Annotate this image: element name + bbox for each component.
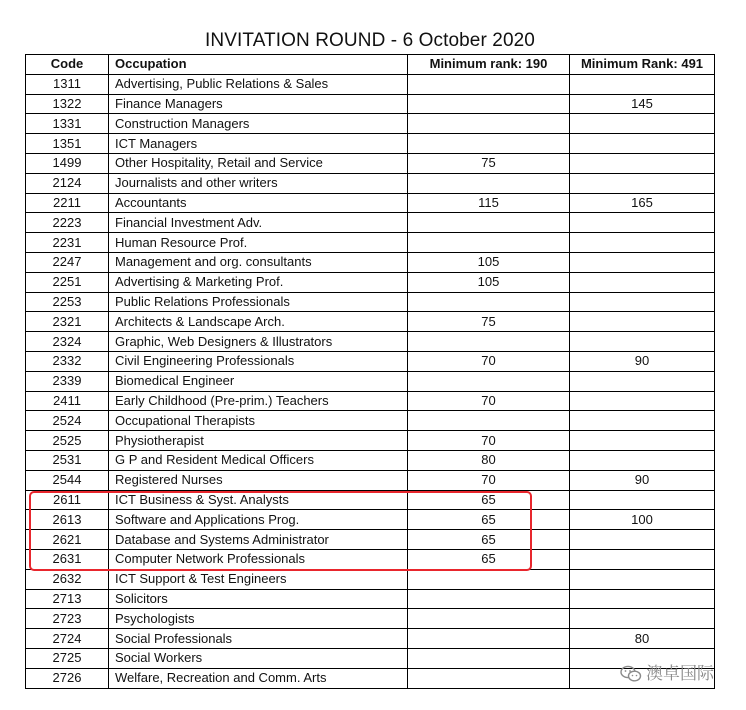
cell-rank-190	[408, 233, 570, 253]
cell-occupation: Graphic, Web Designers & Illustrators	[109, 332, 408, 352]
cell-occupation: Other Hospitality, Retail and Service	[109, 153, 408, 173]
cell-occupation: Computer Network Professionals	[109, 549, 408, 569]
cell-rank-491	[570, 609, 715, 629]
cell-code: 2621	[26, 530, 109, 550]
table-row	[26, 371, 715, 391]
table-row	[26, 530, 715, 550]
column-header-occupation: Occupation	[109, 55, 408, 75]
cell-rank-190: 70	[408, 470, 570, 490]
cell-code: 1499	[26, 153, 109, 173]
cell-rank-491: 145	[570, 94, 715, 114]
cell-occupation: Software and Applications Prog.	[109, 510, 408, 530]
cell-code: 1311	[26, 74, 109, 94]
cell-occupation: Early Childhood (Pre-prim.) Teachers	[109, 391, 408, 411]
cell-code: 2724	[26, 629, 109, 649]
wechat-icon	[620, 665, 642, 683]
table-row	[26, 173, 715, 193]
cell-rank-190	[408, 629, 570, 649]
cell-rank-491	[570, 233, 715, 253]
cell-occupation: Biomedical Engineer	[109, 371, 408, 391]
table-row	[26, 213, 715, 233]
cell-occupation: ICT Managers	[109, 134, 408, 154]
cell-rank-491	[570, 490, 715, 510]
table-row	[26, 470, 715, 490]
table-row	[26, 312, 715, 332]
cell-code: 1331	[26, 114, 109, 134]
cell-occupation: Advertising, Public Relations & Sales	[109, 74, 408, 94]
cell-occupation: Architects & Landscape Arch.	[109, 312, 408, 332]
cell-occupation: Social Professionals	[109, 629, 408, 649]
cell-rank-491	[570, 569, 715, 589]
table-row	[26, 569, 715, 589]
cell-rank-190: 80	[408, 450, 570, 470]
table-row	[26, 648, 715, 668]
table-row	[26, 332, 715, 352]
cell-occupation: Psychologists	[109, 609, 408, 629]
cell-occupation: Journalists and other writers	[109, 173, 408, 193]
cell-rank-491: 165	[570, 193, 715, 213]
cell-code: 2411	[26, 391, 109, 411]
cell-rank-491	[570, 391, 715, 411]
cell-rank-491	[570, 213, 715, 233]
cell-rank-491	[570, 371, 715, 391]
brand-watermark-text: 澳卓国际	[646, 664, 714, 683]
cell-rank-491	[570, 114, 715, 134]
cell-rank-491	[570, 589, 715, 609]
cell-rank-190: 65	[408, 510, 570, 530]
cell-code: 2223	[26, 213, 109, 233]
cell-occupation: ICT Support & Test Engineers	[109, 569, 408, 589]
cell-code: 2247	[26, 252, 109, 272]
cell-rank-190: 105	[408, 272, 570, 292]
cell-rank-190: 75	[408, 312, 570, 332]
cell-rank-190	[408, 332, 570, 352]
table-row	[26, 134, 715, 154]
table-row	[26, 351, 715, 371]
cell-occupation: Construction Managers	[109, 114, 408, 134]
cell-rank-190: 75	[408, 153, 570, 173]
cell-rank-190	[408, 371, 570, 391]
cell-rank-190	[408, 292, 570, 312]
cell-rank-491	[570, 431, 715, 451]
table-row	[26, 549, 715, 569]
cell-code: 2124	[26, 173, 109, 193]
cell-rank-491	[570, 549, 715, 569]
cell-code: 2231	[26, 233, 109, 253]
cell-occupation: Accountants	[109, 193, 408, 213]
cell-rank-491	[570, 153, 715, 173]
cell-rank-190	[408, 648, 570, 668]
cell-rank-190	[408, 134, 570, 154]
cell-code: 2525	[26, 431, 109, 451]
cell-occupation: Public Relations Professionals	[109, 292, 408, 312]
column-header-code: Code	[26, 55, 109, 75]
cell-code: 1322	[26, 94, 109, 114]
cell-code: 2713	[26, 589, 109, 609]
table-row	[26, 233, 715, 253]
cell-code: 2324	[26, 332, 109, 352]
table-row	[26, 94, 715, 114]
cell-rank-491	[570, 252, 715, 272]
cell-rank-190: 70	[408, 351, 570, 371]
cell-rank-190	[408, 173, 570, 193]
cell-code: 1351	[26, 134, 109, 154]
column-header-rank-190: Minimum rank: 190	[408, 55, 570, 75]
cell-code: 2321	[26, 312, 109, 332]
table-row	[26, 629, 715, 649]
cell-occupation: Financial Investment Adv.	[109, 213, 408, 233]
cell-rank-190	[408, 411, 570, 431]
invitation-rank-table	[25, 54, 715, 689]
cell-rank-491	[570, 173, 715, 193]
cell-code: 2631	[26, 549, 109, 569]
cell-occupation: Management and org. consultants	[109, 252, 408, 272]
cell-rank-190	[408, 114, 570, 134]
table-row	[26, 431, 715, 451]
table-row	[26, 292, 715, 312]
cell-rank-190	[408, 74, 570, 94]
cell-rank-190	[408, 569, 570, 589]
table-row	[26, 450, 715, 470]
cell-rank-491	[570, 332, 715, 352]
table-row	[26, 490, 715, 510]
table-body	[26, 74, 715, 688]
cell-rank-190: 65	[408, 549, 570, 569]
cell-rank-190	[408, 668, 570, 688]
cell-code: 2544	[26, 470, 109, 490]
table-row	[26, 589, 715, 609]
cell-rank-190	[408, 589, 570, 609]
cell-rank-491: 90	[570, 470, 715, 490]
cell-rank-491	[570, 312, 715, 332]
cell-rank-190: 65	[408, 490, 570, 510]
cell-rank-491	[570, 74, 715, 94]
cell-occupation: ICT Business & Syst. Analysts	[109, 490, 408, 510]
cell-occupation: G P and Resident Medical Officers	[109, 450, 408, 470]
table-row	[26, 114, 715, 134]
cell-occupation: Welfare, Recreation and Comm. Arts	[109, 668, 408, 688]
cell-rank-491	[570, 134, 715, 154]
table-row	[26, 609, 715, 629]
table-row	[26, 74, 715, 94]
cell-rank-491: 90	[570, 351, 715, 371]
cell-occupation: Human Resource Prof.	[109, 233, 408, 253]
cell-rank-491	[570, 272, 715, 292]
cell-code: 2531	[26, 450, 109, 470]
cell-rank-190: 65	[408, 530, 570, 550]
cell-occupation: Civil Engineering Professionals	[109, 351, 408, 371]
cell-rank-190: 105	[408, 252, 570, 272]
cell-rank-190: 115	[408, 193, 570, 213]
brand-watermark	[620, 664, 714, 684]
table-row	[26, 193, 715, 213]
cell-code: 2332	[26, 351, 109, 371]
cell-code: 2723	[26, 609, 109, 629]
table-row	[26, 668, 715, 688]
table-row	[26, 411, 715, 431]
table-row	[26, 153, 715, 173]
cell-code: 2632	[26, 569, 109, 589]
cell-code: 2339	[26, 371, 109, 391]
cell-occupation: Registered Nurses	[109, 470, 408, 490]
cell-code: 2613	[26, 510, 109, 530]
cell-rank-491: 80	[570, 629, 715, 649]
cell-occupation: Finance Managers	[109, 94, 408, 114]
cell-occupation: Solicitors	[109, 589, 408, 609]
cell-code: 2211	[26, 193, 109, 213]
cell-code: 2251	[26, 272, 109, 292]
cell-code: 2524	[26, 411, 109, 431]
column-header-rank-491: Minimum Rank: 491	[570, 55, 715, 75]
cell-occupation: Database and Systems Administrator	[109, 530, 408, 550]
cell-rank-491	[570, 450, 715, 470]
cell-occupation: Advertising & Marketing Prof.	[109, 272, 408, 292]
cell-rank-190: 70	[408, 431, 570, 451]
cell-code: 2253	[26, 292, 109, 312]
cell-rank-190: 70	[408, 391, 570, 411]
cell-rank-491	[570, 292, 715, 312]
table-row	[26, 391, 715, 411]
cell-occupation: Occupational Therapists	[109, 411, 408, 431]
table-row	[26, 272, 715, 292]
table-row	[26, 510, 715, 530]
cell-rank-491	[570, 530, 715, 550]
cell-occupation: Physiotherapist	[109, 431, 408, 451]
table-header-row	[26, 55, 715, 75]
cell-rank-190	[408, 94, 570, 114]
table-row	[26, 252, 715, 272]
cell-rank-190	[408, 213, 570, 233]
cell-code: 2726	[26, 668, 109, 688]
cell-occupation: Social Workers	[109, 648, 408, 668]
cell-code: 2725	[26, 648, 109, 668]
cell-code: 2611	[26, 490, 109, 510]
cell-rank-190	[408, 609, 570, 629]
page-title: INVITATION ROUND - 6 October 2020	[205, 30, 535, 51]
cell-rank-491: 100	[570, 510, 715, 530]
cell-rank-491	[570, 411, 715, 431]
